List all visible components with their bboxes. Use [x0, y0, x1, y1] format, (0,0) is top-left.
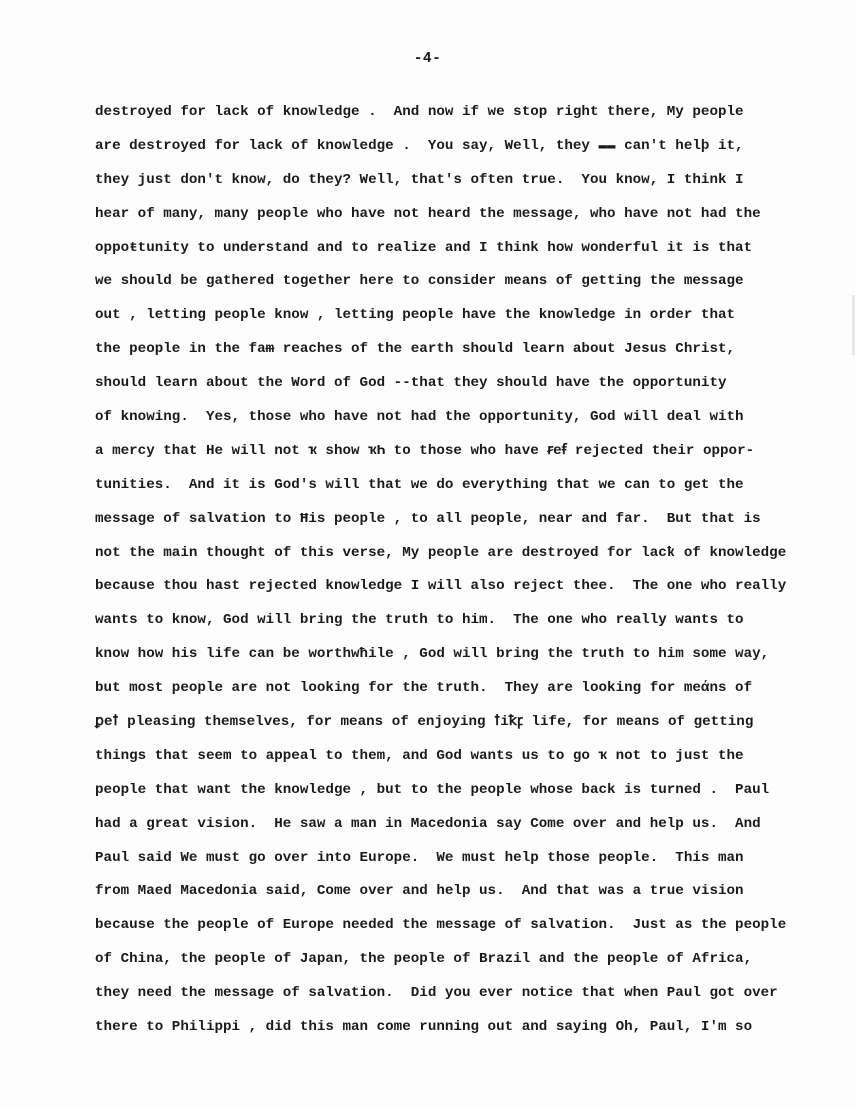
- text-line: there to Philippi , did this man come running out and saying Oh, Paul, I'm so: [95, 1019, 753, 1036]
- page-number: -4-: [413, 51, 442, 67]
- text-line: because the people of Europe needed the message of salvation. Just as the people: [95, 917, 787, 934]
- text-line: tunities. And it is God's will that we do everything that we can to get the: [95, 476, 744, 493]
- text-line: things that seem to appeal to them, and God wants us to go ҡ not to just the: [95, 747, 744, 764]
- text-line: should learn about the Word of God --that they should have the opportunity: [95, 375, 727, 392]
- text-line: we should be gathered together here to consider means of getting the message: [95, 273, 744, 290]
- text-line: but most people are not looking for the truth. They are looking for meάns of: [95, 680, 753, 697]
- text-line: a mercy that He will not ҡ show ҡҺ to those who have ꞧeꞙ rejected their oppor-: [95, 442, 755, 459]
- body-text: [95, 100, 855, 1049]
- text-line: destroyed for lack of knowledge . And now if we stop right there, My people: [95, 104, 744, 120]
- text-line: from Maed Macedonia said, Come over and help us. And that was a true vision: [95, 883, 744, 900]
- text-line: people that want the knowledge , but to the people whose back is turned . Paul: [95, 781, 770, 798]
- text-line: not the main thought of this verse, My people are destroyed for lacҟ of knowledge: [95, 544, 787, 561]
- text-line: know how his life can be worthwħile , God will bring the truth to him some way,: [95, 646, 770, 663]
- text-line: Paul said We must go over into Europe. We must help those people. This man: [95, 849, 744, 866]
- text-line: because thou hast rejected knowledge I will also reject thee. The one who really: [95, 578, 787, 595]
- text-line: had a great vision. He saw a man in Macedonia say Come over and help us. And: [95, 815, 761, 832]
- text-line: hear of many, many people who have not heard the message, who have not had the: [95, 205, 761, 222]
- text-line: of China, the people of Japan, the people of Brazil and the people of Africa,: [95, 951, 753, 968]
- text-line: they need the message of salvation. Did you ever notice that when Paul got over: [95, 985, 778, 1002]
- text-line: message of salvation to Ħis people , to all people, near and far. But that is: [95, 510, 761, 527]
- text-line: ꝑeꝉ pleasing themselves, for means of enjoying ꝉiꝁꝼ life, for means of getting: [95, 714, 754, 731]
- text-line: out , letting people know , letting people have the knowledge in order that: [95, 307, 736, 324]
- text-line: of knowing. Yes, those who have not had the opportunity, God will deal with: [95, 409, 744, 426]
- text-line: are destroyed for lack of knowledge . You say, Well, they ▬▬ can't helþ it,: [95, 137, 744, 154]
- text-line: they just don't know, do they? Well, that's often true. You know, I think I: [95, 171, 744, 188]
- text-line: the people in the faᵯ reaches of the earth should learn about Jesus Christ,: [95, 341, 736, 358]
- text-line: wants to know, God will bring the truth to him. The one who really wants to: [95, 612, 744, 629]
- text-line: oppoŧtunity to understand and to realize and I think how wonderful it is that: [95, 239, 753, 256]
